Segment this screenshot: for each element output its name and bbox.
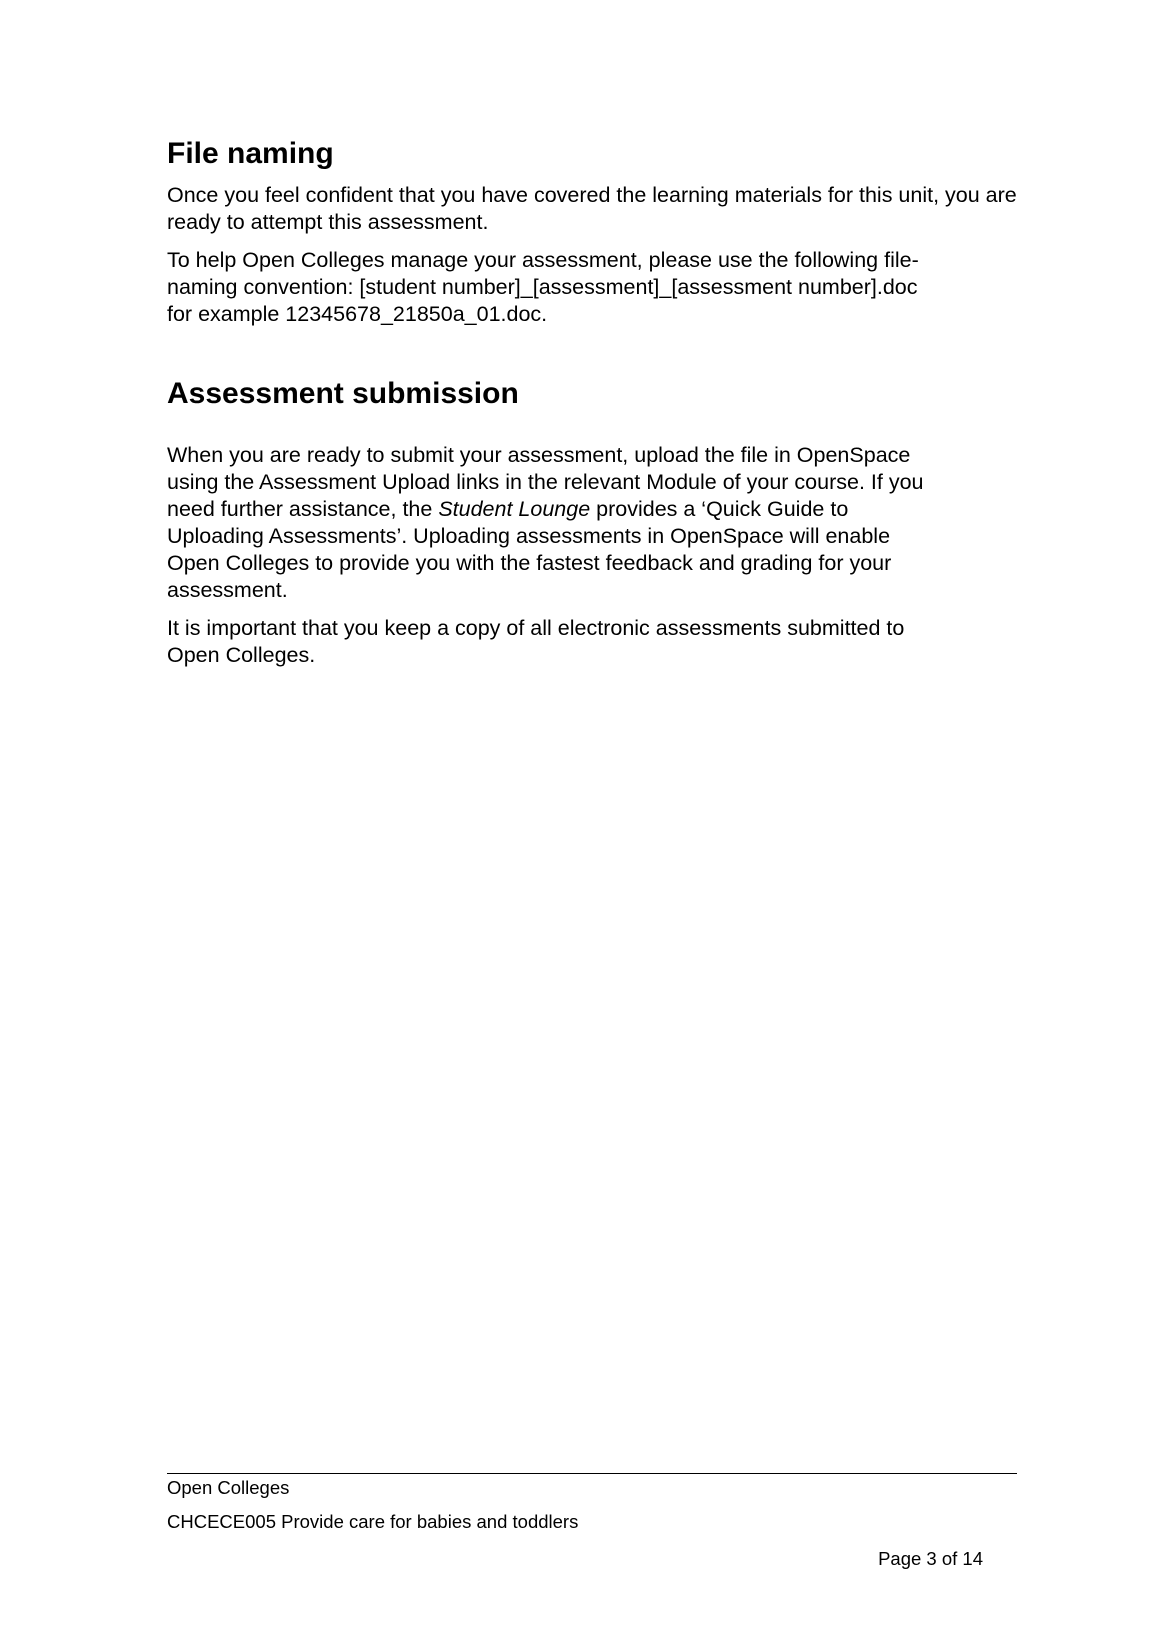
paragraph-confidence: Once you feel confident that you have covered the learning materials for this unit, you are ready to attempt this assessment. (167, 183, 1017, 234)
student-lounge-emphasis: Student Lounge (438, 497, 591, 521)
keep-copy-line-1: It is important that you keep a copy of all electronic assessments submitted to (167, 616, 905, 640)
page-content (167, 136, 1017, 680)
paragraph-upload-instructions (167, 442, 1017, 604)
paragraph-naming-convention (167, 247, 1017, 328)
upload-line-3-post: provides a ‘Quick Guide to (590, 497, 849, 521)
upload-line-2: using the Assessment Upload links in the relevant Module of your course. If you (167, 470, 924, 494)
paragraph-keep-copy (167, 615, 1017, 669)
naming-line-2: naming convention: [student number]_[assessment]_[assessment number].doc (167, 275, 918, 299)
naming-line-1: To help Open Colleges manage your assessment, please use the following file- (167, 248, 919, 272)
heading-file-naming: File naming (167, 137, 334, 170)
upload-line-3-pre: need further assistance, the (167, 497, 439, 521)
upload-line-5: Open Colleges to provide you with the fastest feedback and grading for your (167, 551, 892, 575)
upload-line-1: When you are ready to submit your assessment, upload the file in OpenSpace (167, 443, 911, 467)
page-footer (167, 1473, 1017, 1569)
upload-line-4: Uploading Assessments’. Uploading assessments in OpenSpace will enable (167, 524, 891, 548)
footer-page-number: Page 3 of 14 (878, 1548, 983, 1569)
footer-organization: Open Colleges (167, 1477, 290, 1498)
keep-copy-line-2: Open Colleges. (167, 643, 316, 667)
heading-assessment-submission: Assessment submission (167, 377, 519, 410)
footer-unit-title: CHCECE005 Provide care for babies and toddlers (167, 1511, 579, 1532)
upload-line-6: assessment. (167, 578, 288, 602)
naming-line-3: for example 12345678_21850a_01.doc. (167, 302, 548, 326)
